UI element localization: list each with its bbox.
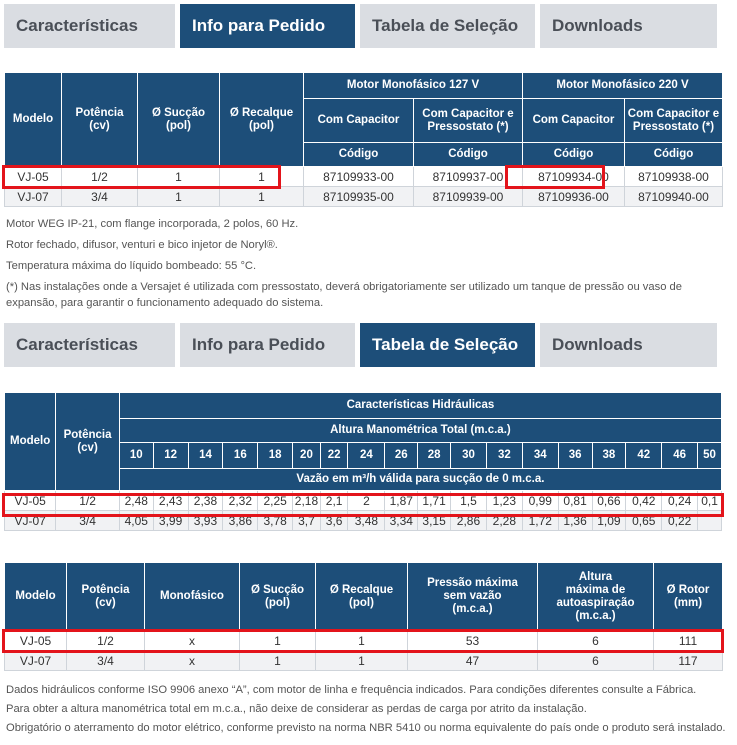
cell-flow: 2,38 [188, 491, 223, 511]
cell-power: 1/2 [62, 167, 138, 187]
cell-max-pressure: 53 [408, 631, 538, 651]
cell-flow: 2,86 [451, 511, 487, 531]
col-header-codigo: Código [304, 143, 414, 167]
col-header-potencia: Potência (cv) [67, 563, 145, 631]
col-header-com-capacitor-pressostato: Com Capacitor e Pressostato (*) [414, 99, 523, 143]
cell-flow: 1,23 [486, 491, 522, 511]
cell-flow: 2,43 [153, 491, 188, 511]
cell-flow: 4,05 [119, 511, 153, 531]
cell-flow: 0,42 [626, 491, 662, 511]
cell-flow: 1,87 [385, 491, 418, 511]
cell-flow: 0,65 [626, 511, 662, 531]
cell-flow: 3,48 [348, 511, 385, 531]
tab-downloads[interactable]: Downloads [540, 323, 717, 367]
cell-flow: 3,86 [223, 511, 258, 531]
col-header-modelo: Modelo [5, 393, 56, 491]
mid-tab-bar [4, 323, 722, 367]
top-tab-bar [4, 4, 722, 48]
col-header-height: 18 [258, 443, 293, 469]
col-header-com-capacitor: Com Capacitor [523, 99, 625, 143]
tab-caracteristicas[interactable]: Características [4, 323, 175, 367]
cell-max-pressure: 47 [408, 651, 538, 671]
col-header-height: 12 [153, 443, 188, 469]
order-info-table [4, 72, 723, 207]
note-temperature: Temperatura máxima do líquido bombeado: 55 °C. [6, 260, 257, 272]
cell-flow: 2,48 [119, 491, 153, 511]
cell-suction: 1 [138, 167, 220, 187]
col-header-recalque: Ø Recalque (pol) [316, 563, 408, 631]
col-header-codigo: Código [625, 143, 723, 167]
cell-code: 87109937-00 [414, 167, 523, 187]
note-perdas-carga: Para obter a altura manométrica total em m.c.a., não deixe de considerar as perdas de carga por atrito da instalação. [6, 703, 587, 715]
col-header-height: 46 [662, 443, 698, 469]
cell-power: 3/4 [56, 511, 120, 531]
cell-rotor: 117 [654, 651, 723, 671]
col-header-modelo: Modelo [5, 563, 67, 631]
cell-flow: 2,1 [320, 491, 348, 511]
col-header-codigo: Código [523, 143, 625, 167]
table-row [5, 511, 722, 531]
cell-flow [698, 511, 722, 531]
cell-flow: 0,1 [698, 491, 722, 511]
cell-flow: 0,22 [662, 511, 698, 531]
cell-code: 87109934-00 [523, 167, 625, 187]
cell-discharge: 1 [220, 187, 304, 207]
tab-tabela-selecao[interactable]: Tabela de Seleção [360, 4, 535, 48]
cell-flow: 3,78 [258, 511, 293, 531]
col-header-height: 22 [320, 443, 348, 469]
note-iso9906: Dados hidráulicos conforme ISO 9906 anexo “A”, com motor de linha e frequência indicados. Para condições diferentes consulte a Fábrica. [6, 684, 697, 696]
tab-info-pedido[interactable]: Info para Pedido [180, 323, 355, 367]
col-header-pressao-maxima: Pressão máxima sem vazão (m.c.a.) [408, 563, 538, 631]
cell-power: 1/2 [67, 631, 145, 651]
cell-model: VJ-05 [5, 167, 62, 187]
cell-discharge: 1 [220, 167, 304, 187]
cell-flow: 3,6 [320, 511, 348, 531]
col-header-recalque: Ø Recalque (pol) [220, 73, 304, 167]
cell-flow: 0,66 [592, 491, 626, 511]
cell-model: VJ-05 [5, 491, 56, 511]
cell-code: 87109938-00 [625, 167, 723, 187]
col-header-height: 50 [698, 443, 722, 469]
cell-code: 87109933-00 [304, 167, 414, 187]
col-header-height: 14 [188, 443, 223, 469]
cell-model: VJ-07 [5, 187, 62, 207]
hydraulic-table [4, 392, 722, 531]
note-motor: Motor WEG IP-21, com flange incorporada, 2 polos, 60 Hz. [6, 218, 299, 230]
cell-code: 87109940-00 [625, 187, 723, 207]
note-rotor: Rotor fechado, difusor, venturi e bico injetor de Noryl®. [6, 239, 278, 251]
col-header-rotor: Ø Rotor (mm) [654, 563, 723, 631]
col-header-height: 10 [119, 443, 153, 469]
tab-downloads[interactable]: Downloads [540, 4, 717, 48]
header-vazao: Vazão em m³/h válida para sucção de 0 m.c.a. [119, 469, 721, 491]
cell-flow: 2,32 [223, 491, 258, 511]
cell-flow: 3,15 [418, 511, 451, 531]
spec-table [4, 562, 723, 671]
cell-flow: 1,09 [592, 511, 626, 531]
notes-bottom [6, 682, 734, 739]
header-caracteristicas-hidraulicas: Características Hidráulicas [119, 393, 721, 419]
col-header-height: 34 [522, 443, 558, 469]
header-altura-manometrica: Altura Manométrica Total (m.c.a.) [119, 419, 721, 443]
cell-flow: 1,36 [558, 511, 592, 531]
cell-rotor: 111 [654, 631, 723, 651]
col-header-height: 30 [451, 443, 487, 469]
cell-monofasico: x [145, 631, 240, 651]
cell-flow: 3,93 [188, 511, 223, 531]
col-header-motor-220v: Motor Monofásico 220 V [523, 73, 723, 99]
cell-discharge: 1 [316, 651, 408, 671]
cell-code: 87109939-00 [414, 187, 523, 207]
cell-model: VJ-07 [5, 511, 56, 531]
notes-top [6, 216, 730, 316]
col-header-height: 20 [293, 443, 321, 469]
table-row [5, 631, 723, 651]
cell-monofasico: x [145, 651, 240, 671]
cell-self-priming: 6 [538, 651, 654, 671]
cell-power: 3/4 [62, 187, 138, 207]
note-aterramento: Obrigatório o aterramento do motor elétrico, conforme previsto na norma NBR 5410 ou norma equivalente do país onde o produto será instalado. [6, 722, 726, 734]
cell-flow: 1,72 [522, 511, 558, 531]
col-header-height: 16 [223, 443, 258, 469]
cell-code: 87109935-00 [304, 187, 414, 207]
note-pressostato: (*) Nas instalações onde a Versajet é utilizada com pressostato, deverá obrigatoriamente ser utilizado um tanque de pressão ou vaso de expansão, para garantir o funcionamento adequado do sistema. [6, 281, 682, 309]
col-header-height: 24 [348, 443, 385, 469]
col-header-potencia: Potência (cv) [56, 393, 120, 491]
cell-self-priming: 6 [538, 631, 654, 651]
cell-flow: 1,5 [451, 491, 487, 511]
cell-flow: 2,25 [258, 491, 293, 511]
cell-discharge: 1 [316, 631, 408, 651]
cell-power: 3/4 [67, 651, 145, 671]
col-header-altura-autoaspiracao: Altura máxima de autoaspiração (m.c.a.) [538, 563, 654, 631]
cell-suction: 1 [240, 651, 316, 671]
cell-flow: 2 [348, 491, 385, 511]
cell-power: 1/2 [56, 491, 120, 511]
table-row [5, 167, 723, 187]
col-header-height: 28 [418, 443, 451, 469]
cell-flow: 0,81 [558, 491, 592, 511]
col-header-succao: Ø Sucção (pol) [138, 73, 220, 167]
cell-code: 87109936-00 [523, 187, 625, 207]
cell-flow: 0,24 [662, 491, 698, 511]
col-header-modelo: Modelo [5, 73, 62, 167]
col-header-height: 38 [592, 443, 626, 469]
cell-flow: 3,34 [385, 511, 418, 531]
col-header-codigo: Código [414, 143, 523, 167]
col-header-motor-127v: Motor Monofásico 127 V [304, 73, 523, 99]
tab-tabela-selecao[interactable]: Tabela de Seleção [360, 323, 535, 367]
cell-model: VJ-05 [5, 631, 67, 651]
col-header-height: 32 [486, 443, 522, 469]
tab-caracteristicas[interactable]: Características [4, 4, 175, 48]
col-header-monofasico: Monofásico [145, 563, 240, 631]
col-header-height: 36 [558, 443, 592, 469]
col-header-com-capacitor-pressostato: Com Capacitor e Pressostato (*) [625, 99, 723, 143]
col-header-potencia: Potência (cv) [62, 73, 138, 167]
col-header-succao: Ø Sucção (pol) [240, 563, 316, 631]
col-header-com-capacitor: Com Capacitor [304, 99, 414, 143]
cell-flow: 3,7 [293, 511, 321, 531]
col-header-height: 42 [626, 443, 662, 469]
cell-flow: 2,28 [486, 511, 522, 531]
cell-flow: 0,99 [522, 491, 558, 511]
col-header-height: 26 [385, 443, 418, 469]
cell-model: VJ-07 [5, 651, 67, 671]
cell-flow: 2,18 [293, 491, 321, 511]
table-row [5, 491, 722, 511]
tab-info-pedido[interactable]: Info para Pedido [180, 4, 355, 48]
cell-flow: 3,99 [153, 511, 188, 531]
cell-suction: 1 [138, 187, 220, 207]
cell-suction: 1 [240, 631, 316, 651]
cell-flow: 1,71 [418, 491, 451, 511]
table-row [5, 187, 723, 207]
table-row [5, 651, 723, 671]
